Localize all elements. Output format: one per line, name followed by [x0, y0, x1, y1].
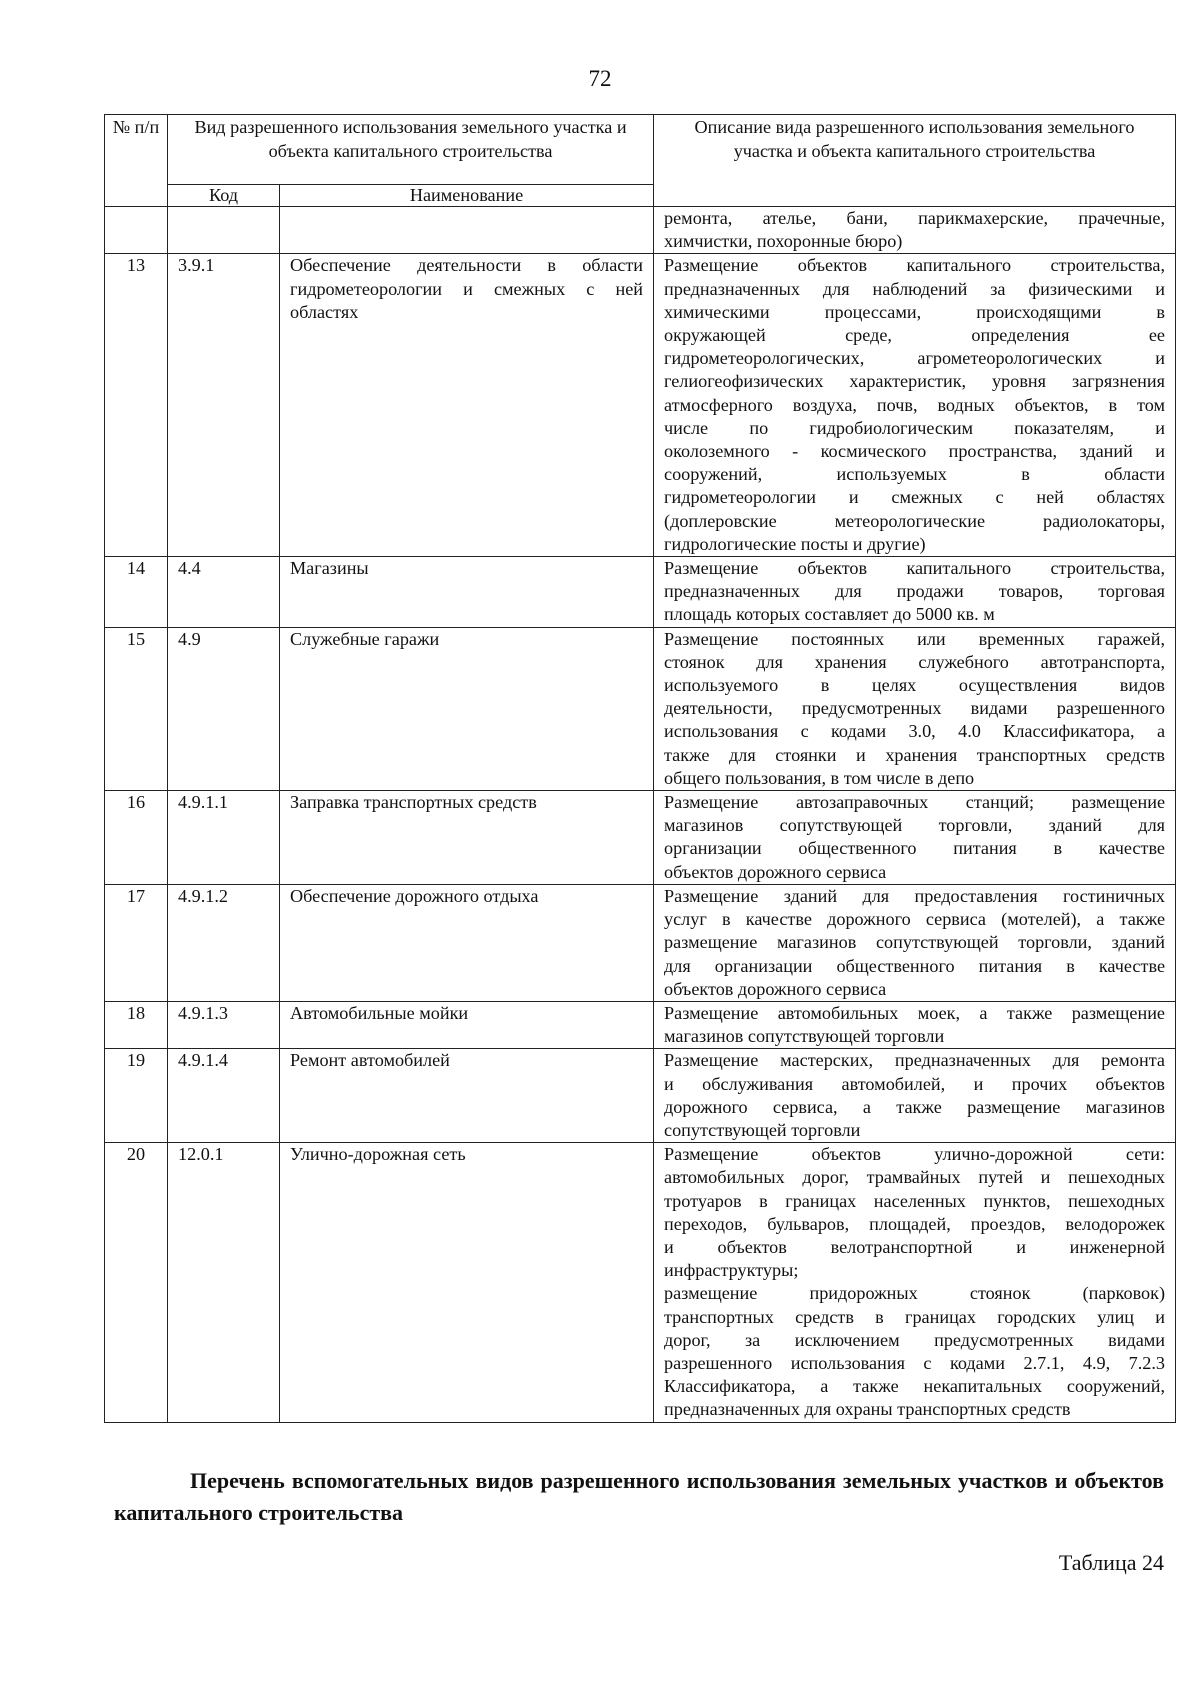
desc-line: Размещение автозаправочных станций; размещение: [664, 792, 1166, 813]
desc-line: предназначенных для продажи товаров, торговая: [664, 581, 1166, 602]
row-description: [654, 1143, 1176, 1422]
header-description: Описание вида разрешенного использования земельного участка и объекта капитального строительства: [654, 115, 1176, 207]
desc-line: и обслуживания автомобилей, и прочих объектов: [664, 1073, 1166, 1094]
table-row: [105, 1001, 1176, 1048]
row-description: [654, 1049, 1176, 1143]
desc-line: предназначенных для наблюдений за физическими и: [664, 278, 1166, 299]
desc-line: Размещение автомобильных моек, а также размещение: [664, 1002, 1166, 1023]
desc-line: околоземного - космического пространства, зданий и: [664, 441, 1166, 462]
table-row: [105, 557, 1176, 628]
row-description: [654, 1001, 1176, 1048]
row-num: [105, 207, 168, 254]
row-num: 19: [105, 1049, 168, 1143]
table-header: [105, 115, 1176, 207]
desc-line: Размещение мастерских, предназначенных для ремонта: [664, 1050, 1166, 1071]
continuation-description: [654, 207, 1176, 254]
desc-line: для организации общественного питания в качестве: [664, 955, 1166, 976]
row-code: [168, 207, 280, 254]
row-name: Ремонт автомобилей: [280, 1049, 654, 1143]
row-name: Автомобильные мойки: [280, 1001, 654, 1048]
desc-line: также для стоянки и хранения транспортных средств: [664, 744, 1166, 765]
row-code: 4.9.1.2: [168, 884, 280, 1001]
desc-line: инфраструктуры;: [664, 1260, 799, 1281]
desc-line: сопутствующей торговли: [664, 1119, 861, 1140]
desc-line: использования с кодами 3.0, 4.0 Классификатора, а: [664, 721, 1166, 742]
desc-line: Классификатора, а также некапитальных сооружений,: [664, 1376, 1166, 1397]
desc-line: тротуаров в границах населенных пунктов, пешеходных: [664, 1190, 1166, 1211]
table-row: [105, 884, 1176, 1001]
desc-line: Размещение объектов улично-дорожной сети:: [664, 1144, 1166, 1165]
row-description: [654, 791, 1176, 885]
desc-line: дорожного сервиса, а также размещение магазинов: [664, 1096, 1166, 1117]
header-num: № п/п: [105, 115, 168, 207]
row-name: Заправка транспортных средств: [280, 791, 654, 885]
desc-line: (доплеровские метеорологические радиолокаторы,: [664, 510, 1166, 531]
desc-line: гидрологические посты и другие): [664, 533, 926, 554]
desc-line: магазинов сопутствующей торговли: [664, 1026, 945, 1047]
desc-line: услуг в качестве дорожного сервиса (мотелей), а также: [664, 909, 1166, 930]
desc-line: площадь которых составляет до 5000 кв. м: [664, 604, 995, 625]
permitted-use-table: [104, 114, 1176, 1423]
desc-line: атмосферного воздуха, почв, водных объектов, в том: [664, 394, 1166, 415]
desc-line: организации общественного питания в качестве: [664, 838, 1166, 859]
desc-line: химчистки, похоронные бюро): [664, 231, 903, 252]
row-code: 4.9.1.1: [168, 791, 280, 885]
desc-line: объектов дорожного сервиса: [664, 861, 887, 882]
header-code: Код: [168, 185, 280, 207]
row-num: 15: [105, 627, 168, 790]
desc-line: химическими процессами, происходящими в: [664, 301, 1166, 322]
row-code: 3.9.1: [168, 254, 280, 557]
header-name: Наименование: [280, 185, 654, 207]
desc-line: стоянок для хранения служебного автотранспорта,: [664, 651, 1166, 672]
desc-line: Размещение зданий для предоставления гостиничных: [664, 885, 1166, 906]
row-name: Улично-дорожная сеть: [280, 1143, 654, 1422]
desc-line: общего пользования, в том числе в депо: [664, 767, 975, 788]
row-num: 18: [105, 1001, 168, 1048]
row-name: Магазины: [280, 557, 654, 628]
desc-line: деятельности, предусмотренных видами разрешенного: [664, 698, 1166, 719]
row-num: 16: [105, 791, 168, 885]
row-code: 12.0.1: [168, 1143, 280, 1422]
desc-line: Размещение постоянных или временных гаражей,: [664, 628, 1166, 649]
row-num: 17: [105, 884, 168, 1001]
desc-line: Размещение объектов капитального строительства,: [664, 255, 1166, 276]
row-name: [280, 207, 654, 254]
section-heading: Перечень вспомогательных видов разрешенного использования земельных участков и объектов капитального строительства: [114, 1468, 1164, 1525]
desc-line: переходов, бульваров, площадей, проездов, велодорожек: [664, 1213, 1166, 1234]
row-num: 13: [105, 254, 168, 557]
table-row: [105, 254, 1176, 557]
desc-line: транспортных средств в границах городских улиц и: [664, 1306, 1166, 1327]
row-name: Обеспечение дорожного отдыха: [280, 884, 654, 1001]
table-row-continuation: [105, 207, 1176, 254]
desc-line: числе по гидробиологическим показателям, и: [664, 417, 1166, 438]
desc-line: и объектов велотранспортной и инженерной: [664, 1236, 1166, 1257]
row-name: Служебные гаражи: [280, 627, 654, 790]
desc-line: объектов дорожного сервиса: [664, 978, 887, 999]
desc-line: окружающей среде, определения ее: [664, 325, 1166, 346]
row-num: 20: [105, 1143, 168, 1422]
desc-line: гидрометеорологии и смежных с ней областях: [664, 487, 1166, 508]
row-code: 4.9.1.3: [168, 1001, 280, 1048]
desc-line: разрешенного использования с кодами 2.7.1, 4.9, 7.2.3: [664, 1352, 1166, 1373]
row-code: 4.4: [168, 557, 280, 628]
desc-line: сооружений, используемых в области: [664, 464, 1166, 485]
table-row: [105, 791, 1176, 885]
desc-line: магазинов сопутствующей торговли, зданий для: [664, 815, 1166, 836]
row-name: Обеспечение деятельности в области гидрометеорологии и смежных с ней областях: [280, 254, 654, 557]
table-row: [105, 627, 1176, 790]
table-row: [105, 1049, 1176, 1143]
desc-line: гидрометеорологических, агрометеорологических и: [664, 348, 1166, 369]
row-description: [654, 254, 1176, 557]
desc-line: Размещение объектов капитального строительства,: [664, 558, 1166, 579]
desc-line: предназначенных для охраны транспортных средств: [664, 1399, 1071, 1420]
desc-line: размещение придорожных стоянок (парковок): [664, 1283, 1166, 1304]
table-caption: Таблица 24: [1058, 1550, 1164, 1575]
desc-line: гелиогеофизических характеристик, уровня загрязнения: [664, 371, 1166, 392]
table-row: [105, 1143, 1176, 1422]
row-description: [654, 884, 1176, 1001]
desc-line: размещение магазинов сопутствующей торговли, зданий: [664, 932, 1166, 953]
row-num: 14: [105, 557, 168, 628]
row-description: [654, 627, 1176, 790]
row-description: [654, 557, 1176, 628]
page-number: 72: [588, 66, 612, 91]
desc-line: автомобильных дорог, трамвайных путей и пешеходных: [664, 1167, 1166, 1188]
header-use-type: Вид разрешенного использования земельного участка и объекта капитального строительства: [168, 115, 654, 185]
desc-line: используемого в целях осуществления видов: [664, 675, 1166, 696]
table-body: [105, 207, 1176, 1423]
row-code: 4.9: [168, 627, 280, 790]
row-code: 4.9.1.4: [168, 1049, 280, 1143]
desc-line: дорог, за исключением предусмотренных видами: [664, 1329, 1166, 1350]
desc-line: ремонта, ателье, бани, парикмахерские, прачечные,: [664, 208, 1166, 228]
